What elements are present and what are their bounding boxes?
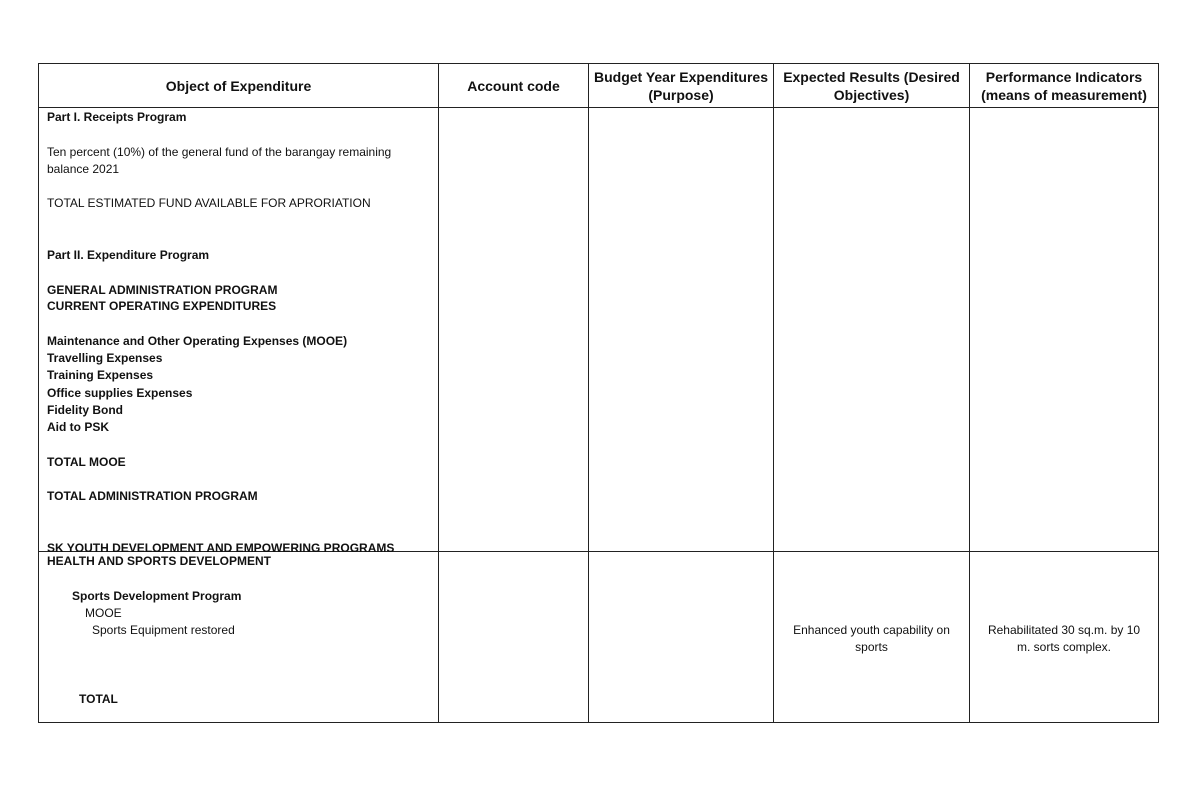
header-account-code: [439, 64, 589, 108]
indicator-line1: Rehabilitated 30 sq.m. by 10: [987, 623, 1141, 637]
mooe-title: Maintenance and Other Operating Expenses (MOOE): [47, 334, 348, 348]
object-cell-health: [39, 552, 439, 723]
header-object-label: Object of Expenditure: [165, 77, 312, 94]
expected-cell-health: [774, 552, 970, 723]
expected-result-line2: sports: [855, 640, 888, 654]
current-operating-expenditures: CURRENT OPERATING EXPENDITURES: [47, 299, 277, 313]
budget-table: [38, 63, 1159, 723]
sk-youth-programs: SK YOUTH DEVELOPMENT AND EMPOWERING PROGRAMS: [47, 541, 395, 555]
health-mooe-label: MOOE: [85, 606, 122, 620]
table-row-health-sports: [39, 552, 1159, 723]
object-cell-programs: [39, 108, 439, 555]
sports-equipment-restored: Sports Equipment restored: [92, 623, 235, 637]
mooe-item-office-supplies: Office supplies Expenses: [47, 386, 193, 400]
general-admin-program: GENERAL ADMINISTRATION PROGRAM: [47, 283, 278, 297]
ten-percent-line2: balance 2021: [47, 162, 120, 176]
expected-cell-programs: [774, 108, 970, 552]
part2-title: Part II. Expenditure Program: [47, 248, 210, 262]
header-expected-results: [774, 64, 970, 108]
header-row: [39, 64, 1159, 108]
header-performance-line2: (means of measurement): [981, 86, 1147, 103]
part1-title: Part I. Receipts Program: [47, 110, 187, 124]
header-expected-line2: Objectives): [833, 86, 910, 103]
budget-cell-health: [589, 552, 774, 723]
header-object-of-expenditure: [39, 64, 439, 108]
account-cell-health: [439, 552, 589, 723]
header-performance-line1: Performance Indicators: [985, 68, 1143, 85]
table-row-programs: [39, 108, 1159, 552]
header-budget-line1: Budget Year Expenditures: [593, 68, 768, 85]
header-budget-year: [589, 64, 774, 108]
mooe-item-fidelity-bond: Fidelity Bond: [47, 403, 123, 417]
health-total: TOTAL: [79, 692, 118, 706]
header-account-label: Account code: [467, 77, 560, 94]
total-estimated-fund: TOTAL ESTIMATED FUND AVAILABLE FOR APRORIATION: [47, 196, 371, 210]
mooe-item-travelling: Travelling Expenses: [47, 351, 163, 365]
header-budget-line2: (Purpose): [648, 86, 714, 103]
account-cell-programs: [439, 108, 589, 552]
mooe-item-training: Training Expenses: [47, 368, 154, 382]
total-administration-program: TOTAL ADMINISTRATION PROGRAM: [47, 489, 258, 503]
indicator-cell-health: [970, 552, 1159, 723]
mooe-item-aid-psk: Aid to PSK: [47, 420, 109, 434]
header-expected-line1: Expected Results (Desired: [783, 68, 960, 85]
budget-cell-programs: [589, 108, 774, 552]
header-performance-indicators: [970, 64, 1159, 108]
expected-result-line1: Enhanced youth capability on: [793, 623, 950, 637]
total-mooe: TOTAL MOOE: [47, 455, 126, 469]
indicator-line2: m. sorts complex.: [1016, 640, 1112, 654]
sports-development-program: Sports Development Program: [72, 589, 242, 603]
indicator-cell-programs: [970, 108, 1159, 552]
ten-percent-line1: Ten percent (10%) of the general fund of the barangay remaining: [47, 145, 392, 159]
health-sports-title: HEALTH AND SPORTS DEVELOPMENT: [47, 554, 272, 568]
